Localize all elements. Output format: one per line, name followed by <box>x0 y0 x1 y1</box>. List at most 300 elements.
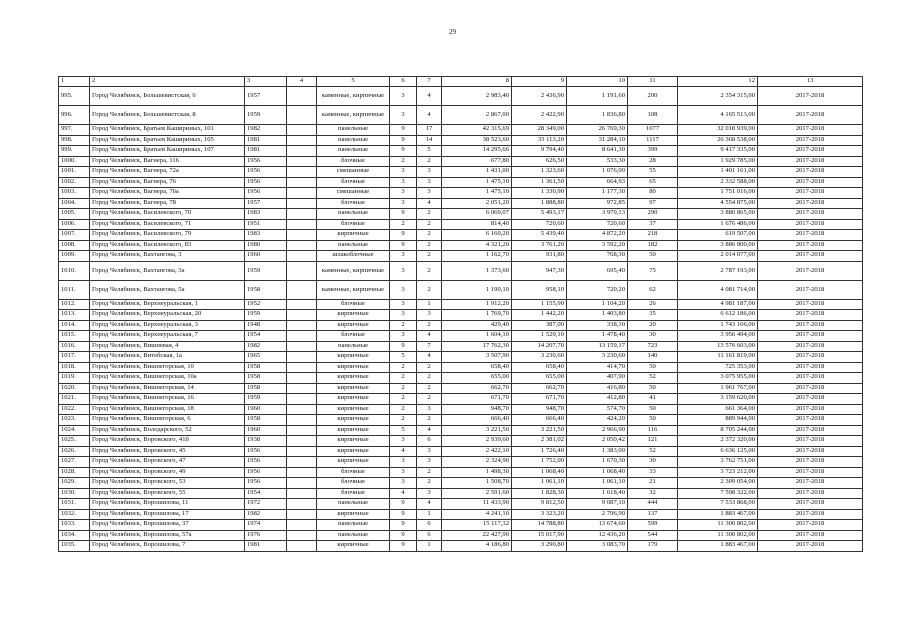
table-cell: 2 <box>417 478 442 489</box>
table-cell: 1015. <box>59 331 90 342</box>
table-cell: 11 300 802,00 <box>678 520 758 531</box>
table-cell: 2 <box>417 261 442 280</box>
table-cell: Город Челябинск, Вишнегорская, 10а <box>90 373 245 384</box>
table-cell: 1 061,10 <box>512 478 567 489</box>
table-cell: 1982 <box>245 125 287 136</box>
table-cell: 695,40 <box>567 261 628 280</box>
table-cell: 533,30 <box>567 156 628 167</box>
table-cell: 2017-2018 <box>758 106 863 125</box>
table-cell: 4 872,20 <box>567 230 628 241</box>
column-header-6: 6 <box>390 77 417 87</box>
table-cell: 3 <box>390 198 417 209</box>
table-cell: 412,80 <box>567 394 628 405</box>
table-cell: 35 <box>628 310 678 321</box>
table-cell: 9 <box>390 230 417 241</box>
table-cell: 2017-2018 <box>758 251 863 262</box>
table-cell: 108 <box>628 106 678 125</box>
table-cell: 3 <box>417 457 442 468</box>
table-cell: 3 323,20 <box>512 509 567 520</box>
table-cell: 2 <box>390 404 417 415</box>
table-cell: 9 <box>390 541 417 552</box>
table-cell: Город Челябинск, Вагнера, 72а <box>90 167 245 178</box>
table-cell <box>287 299 317 310</box>
table-cell: 37 <box>628 219 678 230</box>
table-cell: 1 670,30 <box>567 457 628 468</box>
table-cell: 2 <box>417 156 442 167</box>
table-row <box>59 230 863 241</box>
table-cell: 2017-2018 <box>758 446 863 457</box>
table-cell: 1956 <box>245 167 287 178</box>
table-cell: 1981 <box>245 541 287 552</box>
table-row <box>59 167 863 178</box>
table-cell: Город Челябинск, Верхнеуральская, 7 <box>90 331 245 342</box>
table-cell: 1 751 016,00 <box>678 188 758 199</box>
table-cell: 1020. <box>59 383 90 394</box>
table-cell: Город Челябинск, Василевского, 71 <box>90 219 245 230</box>
table-cell: 1959 <box>245 310 287 321</box>
table-cell: блочные <box>317 219 390 230</box>
table-cell <box>287 530 317 541</box>
table-row <box>59 156 863 167</box>
table-cell: 1 618,40 <box>567 488 628 499</box>
table-cell: 2 422,90 <box>512 106 567 125</box>
table-cell: 996. <box>59 106 90 125</box>
table-cell: 1959 <box>245 261 287 280</box>
table-cell: 599 <box>628 520 678 531</box>
table-cell: 1 431,00 <box>442 167 512 178</box>
table-cell: 720,60 <box>512 219 567 230</box>
table-cell: 2017-2018 <box>758 188 863 199</box>
table-row <box>59 509 863 520</box>
table-cell: 1005. <box>59 209 90 220</box>
table-cell: 723 <box>628 341 678 352</box>
column-header-8: 8 <box>442 77 512 87</box>
table-cell: 26 <box>628 299 678 310</box>
table-cell: 218 <box>628 230 678 241</box>
table-row <box>59 520 863 531</box>
table-cell: 121 <box>628 436 678 447</box>
table-cell: 1 929 785,00 <box>678 156 758 167</box>
table-cell: 4 <box>390 446 417 457</box>
table-cell: Город Челябинск, Воровского, 53 <box>90 478 245 489</box>
table-row <box>59 261 863 280</box>
table-cell: 15 117,32 <box>442 520 512 531</box>
table-cell: 1 888,80 <box>512 198 567 209</box>
table-cell: 5 <box>390 425 417 436</box>
table-cell: 1 912,20 <box>442 299 512 310</box>
table-cell: 31 284,10 <box>567 135 628 146</box>
table-cell: 52 <box>628 373 678 384</box>
table-cell <box>287 310 317 321</box>
table-cell: 2017-2018 <box>758 230 863 241</box>
table-cell: 2 966,90 <box>567 425 628 436</box>
table-cell: 1029. <box>59 478 90 489</box>
table-cell: 2 <box>417 209 442 220</box>
table-cell: 4 <box>417 499 442 510</box>
table-cell: 3 <box>390 177 417 188</box>
table-cell: 3 230,60 <box>567 352 628 363</box>
table-cell <box>287 509 317 520</box>
table-cell: 1 <box>417 509 442 520</box>
table-cell: 664,93 <box>567 177 628 188</box>
table-cell: кирпичные <box>317 373 390 384</box>
table-cell: Город Челябинск, Большевистская, 8 <box>90 106 245 125</box>
table-cell <box>287 209 317 220</box>
column-header-11: 11 <box>628 77 678 87</box>
table-cell: 1981 <box>245 146 287 157</box>
table-cell: 3 <box>390 251 417 262</box>
table-cell: 6 <box>417 520 442 531</box>
table-cell: 671,70 <box>442 394 512 405</box>
table-cell: 9 <box>390 530 417 541</box>
table-cell: 3 723 212,00 <box>678 467 758 478</box>
table-cell: 429,40 <box>442 320 512 331</box>
table-cell: 9 <box>390 509 417 520</box>
table-cell: Город Челябинск, Воровского, 45 <box>90 446 245 457</box>
table-cell <box>287 436 317 447</box>
table-cell: Город Челябинск, Витебская, 1а <box>90 352 245 363</box>
table-cell: 1 361,50 <box>512 177 567 188</box>
table-cell: 14 <box>417 135 442 146</box>
table-cell: 1 478,40 <box>567 331 628 342</box>
table-cell <box>287 219 317 230</box>
table-cell: 13 576 603,00 <box>678 341 758 352</box>
table-cell: Город Челябинск, Братьев Кашириных, 101 <box>90 125 245 136</box>
table-cell: 11 433,90 <box>442 499 512 510</box>
table-cell: 995. <box>59 87 90 106</box>
table-cell: 1958 <box>245 415 287 426</box>
table-cell <box>287 87 317 106</box>
table-cell: 1960 <box>245 404 287 415</box>
table-cell: 4 <box>417 106 442 125</box>
table-cell: 2017-2018 <box>758 341 863 352</box>
table-cell: 2017-2018 <box>758 146 863 157</box>
table-cell: 4 <box>417 425 442 436</box>
table-cell: 13 159,17 <box>567 341 628 352</box>
table-cell: 666,40 <box>512 415 567 426</box>
table-cell: 399 <box>628 146 678 157</box>
table-cell: 2017-2018 <box>758 310 863 321</box>
table-cell <box>287 146 317 157</box>
table-cell: Город Челябинск, Верхнеуральская, 1 <box>90 299 245 310</box>
table-cell <box>287 457 317 468</box>
table-cell: 1 604,10 <box>442 331 512 342</box>
table-cell: Город Челябинск, Вахтангова, 3а <box>90 261 245 280</box>
table-cell: блочные <box>317 478 390 489</box>
table-cell: 2017-2018 <box>758 530 863 541</box>
table-cell: Город Челябинск, Василевского, 83 <box>90 240 245 251</box>
table-cell: 2017-2018 <box>758 320 863 331</box>
table-cell: 1956 <box>245 457 287 468</box>
table-cell: 3 221,50 <box>442 425 512 436</box>
table-cell: 3 083,70 <box>567 541 628 552</box>
table-cell: 1009. <box>59 251 90 262</box>
table-cell: 80 <box>628 188 678 199</box>
table-cell: 338,10 <box>567 320 628 331</box>
table-row <box>59 209 863 220</box>
table-cell: 2 <box>417 467 442 478</box>
table-cell: блочные <box>317 467 390 478</box>
table-cell: 2017-2018 <box>758 394 863 405</box>
table-cell: 1 828,30 <box>512 488 567 499</box>
table-cell: 65 <box>628 177 678 188</box>
table-cell: Город Челябинск, Воровского, 55 <box>90 488 245 499</box>
table-cell: 1958 <box>245 373 287 384</box>
table-cell: 4 554 875,00 <box>678 198 758 209</box>
table-cell: 3 880 865,00 <box>678 209 758 220</box>
table-cell: 3 230,60 <box>512 352 567 363</box>
table-cell: 574,70 <box>567 404 628 415</box>
table-row <box>59 352 863 363</box>
table-cell: 3 <box>390 167 417 178</box>
table-cell: 662,70 <box>512 383 567 394</box>
table-cell: 1 061,10 <box>567 478 628 489</box>
table-cell: 1023. <box>59 415 90 426</box>
table-cell <box>287 362 317 373</box>
table-cell: каменные, кирпичные <box>317 87 390 106</box>
table-cell: каменные, кирпичные <box>317 106 390 125</box>
table-cell: 1954 <box>245 488 287 499</box>
table-cell: 972,85 <box>567 198 628 209</box>
table-cell: 1 068,40 <box>512 467 567 478</box>
table-cell: 387,00 <box>512 320 567 331</box>
table-row <box>59 125 863 136</box>
table-cell: 30 <box>628 331 678 342</box>
table-row <box>59 467 863 478</box>
table-cell: 1 743 166,00 <box>678 320 758 331</box>
table-cell: 1013. <box>59 310 90 321</box>
table-cell: Город Челябинск, Василевского, 70 <box>90 209 245 220</box>
table-cell: 1004. <box>59 198 90 209</box>
table-cell: 1035. <box>59 541 90 552</box>
table-cell: 9 087,10 <box>567 499 628 510</box>
table-cell: 1031. <box>59 499 90 510</box>
table-cell: Город Челябинск, Ворошилова, 37 <box>90 520 245 531</box>
table-cell: Город Челябинск, Братьев Кашириных, 107 <box>90 146 245 157</box>
table-cell: Город Челябинск, Вагнера, 78 <box>90 198 245 209</box>
table-cell: 12 436,20 <box>567 530 628 541</box>
table-cell: 4 <box>390 488 417 499</box>
table-cell: 2 <box>417 280 442 299</box>
table-row <box>59 383 863 394</box>
column-header-9: 9 <box>512 77 567 87</box>
table-cell: 662,70 <box>442 383 512 394</box>
table-cell: 1 104,20 <box>567 299 628 310</box>
table-cell: 7 533 868,00 <box>678 499 758 510</box>
table-cell <box>287 415 317 426</box>
table-cell: 2 796,90 <box>567 509 628 520</box>
table-cell: 1956 <box>245 446 287 457</box>
table-cell <box>287 478 317 489</box>
table-cell: 3 <box>390 436 417 447</box>
table-cell: 3 <box>417 404 442 415</box>
table-cell: 4 <box>417 87 442 106</box>
column-header-7: 7 <box>417 77 442 87</box>
table-cell: смешанные <box>317 167 390 178</box>
table-cell: 28 349,00 <box>512 125 567 136</box>
table-cell: 62 <box>628 280 678 299</box>
table-cell: 997. <box>59 125 90 136</box>
table-cell: Город Челябинск, Верхнеуральская, 3 <box>90 320 245 331</box>
table-cell: кирпичные <box>317 383 390 394</box>
table-cell: 3 <box>390 299 417 310</box>
table-row <box>59 188 863 199</box>
table-cell: 2 939,60 <box>442 436 512 447</box>
table-cell: 2 332 588,00 <box>678 177 758 188</box>
table-cell: 6 612 186,00 <box>678 310 758 321</box>
table-cell: 671,70 <box>512 394 567 405</box>
table-cell: 1027. <box>59 457 90 468</box>
table-cell: 30 <box>628 457 678 468</box>
table-row <box>59 310 863 321</box>
table-cell: Город Челябинск, Верхнеуральская, 20 <box>90 310 245 321</box>
table-cell: 3 <box>390 310 417 321</box>
table-cell <box>287 467 317 478</box>
table-cell: 7 598 322,00 <box>678 488 758 499</box>
table-cell: 7 <box>417 341 442 352</box>
table-cell: 3 <box>390 457 417 468</box>
table-cell: 2 <box>417 362 442 373</box>
table-cell: 677,80 <box>442 156 512 167</box>
table-cell: 1117 <box>628 135 678 146</box>
table-cell: 2 372 320,00 <box>678 436 758 447</box>
table-cell: 2 <box>417 373 442 384</box>
table-cell <box>287 320 317 331</box>
table-cell: 4 <box>417 352 442 363</box>
table-cell: 9 <box>390 520 417 531</box>
table-cell: кирпичные <box>317 425 390 436</box>
table-cell: 50 <box>628 362 678 373</box>
table-cell: 1 475,10 <box>442 177 512 188</box>
table-cell: 1016. <box>59 341 90 352</box>
table-cell <box>287 188 317 199</box>
table-cell: 15 017,90 <box>512 530 567 541</box>
table-cell: панельные <box>317 135 390 146</box>
table-cell: панельные <box>317 209 390 220</box>
table-cell: 5 493,17 <box>512 209 567 220</box>
table-cell: блочные <box>317 156 390 167</box>
table-cell: 2017-2018 <box>758 87 863 106</box>
table-cell: 2017-2018 <box>758 167 863 178</box>
table-cell: 33 <box>628 467 678 478</box>
table-cell: 9 <box>390 240 417 251</box>
table-cell: 1 076,00 <box>567 167 628 178</box>
table-cell: кирпичные <box>317 509 390 520</box>
table-cell: 8 705 244,00 <box>678 425 758 436</box>
table-cell: 3 <box>417 177 442 188</box>
table-cell: 1028. <box>59 467 90 478</box>
table-cell: 97 <box>628 198 678 209</box>
column-header-3: 3 <box>245 77 287 87</box>
column-number-row <box>59 77 863 87</box>
table-cell: 2017-2018 <box>758 299 863 310</box>
table-cell: Город Челябинск, Вишнегорская, 14 <box>90 383 245 394</box>
table-cell: 21 <box>628 478 678 489</box>
table-cell: 1976 <box>245 530 287 541</box>
table-cell: кирпичные <box>317 415 390 426</box>
table-cell: 1 961 767,00 <box>678 383 758 394</box>
table-cell: кирпичные <box>317 310 390 321</box>
table-cell: 2017-2018 <box>758 219 863 230</box>
table-row <box>59 280 863 299</box>
table-cell <box>287 373 317 384</box>
table-cell: 626,50 <box>512 156 567 167</box>
column-header-12: 12 <box>678 77 758 87</box>
table-cell: 50 <box>628 383 678 394</box>
table-cell: 2017-2018 <box>758 280 863 299</box>
table-cell: 2017-2018 <box>758 541 863 552</box>
table-cell <box>287 446 317 457</box>
table-cell: 2 014 077,00 <box>678 251 758 262</box>
table-cell <box>287 135 317 146</box>
table-cell: 33 113,20 <box>512 135 567 146</box>
table-cell: 3 <box>417 446 442 457</box>
table-cell: 544 <box>628 530 678 541</box>
table-cell: 2017-2018 <box>758 478 863 489</box>
table-cell: 13 674,60 <box>567 520 628 531</box>
table-row <box>59 415 863 426</box>
table-cell: Город Челябинск, Вишнегорская, 6 <box>90 415 245 426</box>
table-cell: 17 762,30 <box>442 341 512 352</box>
table-cell: 2 <box>417 240 442 251</box>
table-cell: 32 018 939,00 <box>678 125 758 136</box>
table-cell: 290 <box>628 209 678 220</box>
table-cell: 1011. <box>59 280 90 299</box>
table-row <box>59 425 863 436</box>
table-cell: 1 177,30 <box>567 188 628 199</box>
table-cell: 6 <box>417 530 442 541</box>
table-cell: 661 364,00 <box>678 404 758 415</box>
table-cell: 1956 <box>245 177 287 188</box>
housing-register-table <box>58 76 863 552</box>
table-cell: 3 592,20 <box>567 240 628 251</box>
table-cell: 1 323,60 <box>512 167 567 178</box>
table-cell: 1022. <box>59 404 90 415</box>
table-cell: 2 436,90 <box>512 87 567 106</box>
table-cell: 3 886 800,00 <box>678 240 758 251</box>
column-header-13: 13 <box>758 77 863 87</box>
table-cell: 9 812,50 <box>512 499 567 510</box>
table-cell: 2 381,02 <box>512 436 567 447</box>
table-cell: панельные <box>317 125 390 136</box>
table-cell: Город Челябинск, Воровского, 49 <box>90 467 245 478</box>
table-cell: 9 <box>390 135 417 146</box>
table-cell: 1077 <box>628 125 678 136</box>
table-cell: 4 321,20 <box>442 240 512 251</box>
table-cell: Город Челябинск, Вахтангова, 3 <box>90 251 245 262</box>
table-cell: 1983 <box>245 230 287 241</box>
table-cell: 1 475,10 <box>442 188 512 199</box>
table-cell <box>287 404 317 415</box>
table-cell: 1 498,30 <box>442 467 512 478</box>
table-cell: 3 221,50 <box>512 425 567 436</box>
table-cell: 14 207,70 <box>512 341 567 352</box>
table-cell: 3 <box>390 188 417 199</box>
table-cell: 3 <box>390 280 417 299</box>
table-cell: 2 422,10 <box>442 446 512 457</box>
table-cell: Город Челябинск, Вишнегорская, 18 <box>90 404 245 415</box>
table-cell: 5 <box>390 352 417 363</box>
table-cell: 6 636 125,00 <box>678 446 758 457</box>
table-cell: 3 <box>390 478 417 489</box>
table-cell: 999. <box>59 146 90 157</box>
table-cell: 2017-2018 <box>758 352 863 363</box>
table-cell: 137 <box>628 509 678 520</box>
table-row <box>59 478 863 489</box>
table-cell: 2017-2018 <box>758 457 863 468</box>
table-cell: 14 295,66 <box>442 146 512 157</box>
table-cell: 2 787 193,00 <box>678 261 758 280</box>
